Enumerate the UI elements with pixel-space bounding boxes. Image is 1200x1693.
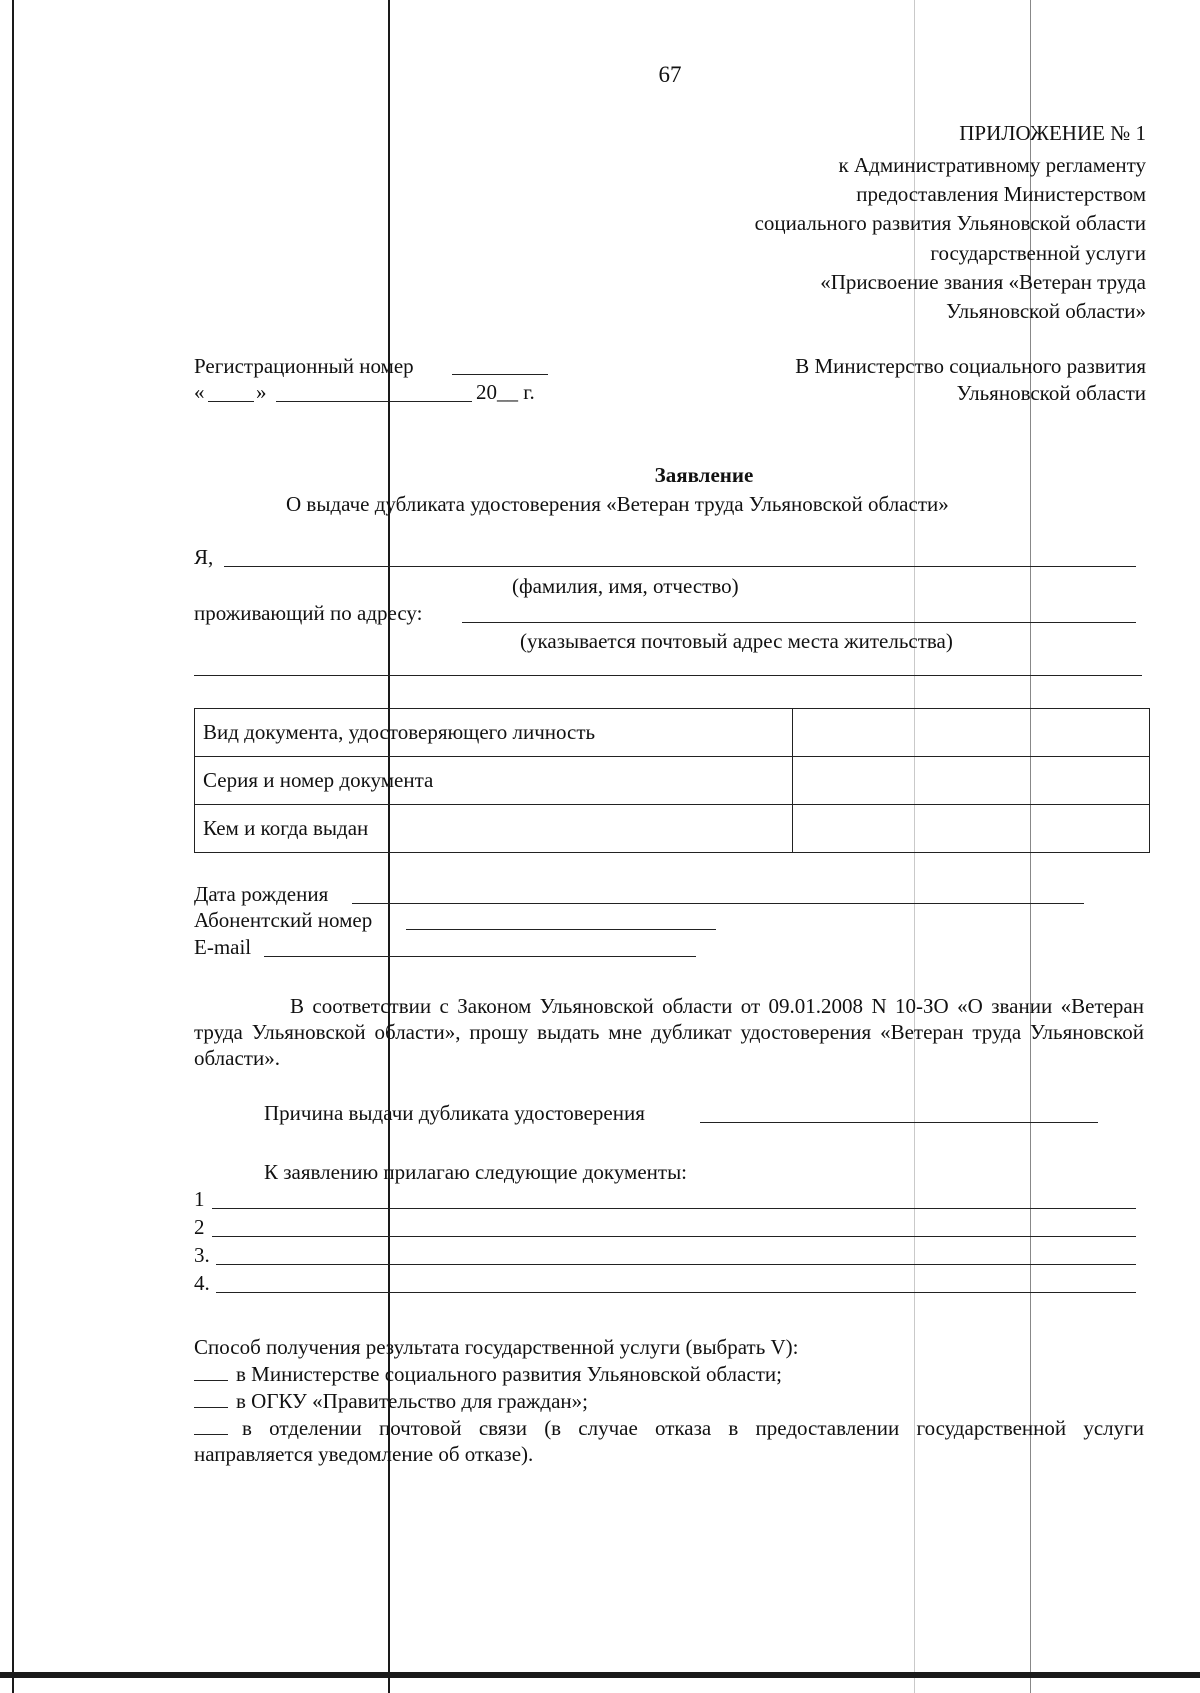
applicant-address-hint: (указывается почтовый адрес места жительства)	[520, 629, 953, 653]
applicant-address-label: проживающий по адресу:	[194, 601, 423, 625]
delivery-option-label: в Министерстве социального развития Ульяновской области;	[236, 1362, 782, 1386]
statement-subtitle: О выдаче дубликата удостоверения «Ветеран труда Ульяновской области»	[286, 492, 949, 516]
table-row	[195, 709, 1150, 757]
table-cell-label: Серия и номер документа	[195, 757, 793, 805]
appendix-line: предоставления Министерством	[856, 182, 1146, 206]
table-row	[195, 757, 1150, 805]
identity-document-table	[194, 708, 1150, 853]
appendix-line: к Административному регламенту	[838, 153, 1146, 177]
applicant-address-field-2[interactable]	[194, 675, 1142, 676]
scan-left-edge	[12, 0, 14, 1693]
applicant-name-hint: (фамилия, имя, отчество)	[512, 574, 739, 598]
addressee-line1: В Министерство социального развития	[795, 354, 1146, 378]
statement-title: Заявление	[654, 463, 754, 487]
registration-number-label: Регистрационный номер	[194, 354, 414, 378]
phone-label: Абонентский номер	[194, 908, 373, 932]
table-row	[195, 805, 1150, 853]
registration-date-open: «	[194, 380, 205, 404]
delivery-title: Способ получения результата государственной услуги (выбрать V):	[194, 1335, 799, 1359]
attachment-number: 2	[194, 1215, 205, 1239]
attachment-field[interactable]	[212, 1236, 1136, 1237]
table-cell-value[interactable]	[793, 709, 1150, 757]
attachment-field[interactable]	[216, 1264, 1136, 1265]
attachments-label: К заявлению прилагаю следующие документы:	[264, 1160, 688, 1184]
appendix-title: ПРИЛОЖЕНИЕ № 1	[959, 121, 1146, 145]
delivery-option[interactable]	[194, 1388, 588, 1414]
delivery-option[interactable]	[194, 1415, 1144, 1467]
body-paragraph: В соответствии с Законом Ульяновской области от 09.01.2008 N 10-ЗО «О звании «Ветеран труда Ульяновской области», прошу выдать мне дубликат удостоверения «Ветеран труда Ульяновской области».	[194, 994, 1144, 1070]
addressee-line2: Ульяновской области	[956, 381, 1146, 405]
appendix-line: социального развития Ульяновской области	[754, 211, 1146, 235]
registration-day-blank	[208, 401, 254, 402]
checkbox-blank[interactable]	[194, 1416, 228, 1435]
applicant-i-label: Я,	[194, 545, 214, 569]
checkbox-blank[interactable]	[194, 1362, 228, 1381]
attachment-field[interactable]	[212, 1208, 1136, 1209]
attachment-number: 4.	[194, 1271, 210, 1295]
registration-date-close: »	[256, 380, 267, 404]
registration-month-blank	[276, 401, 472, 402]
birth-date-label: Дата рождения	[194, 882, 329, 906]
scan-bottom-bar	[0, 1672, 1200, 1678]
appendix-line: Ульяновской области»	[946, 299, 1146, 323]
applicant-name-field[interactable]	[224, 566, 1136, 567]
phone-field[interactable]	[406, 929, 716, 930]
birth-date-field[interactable]	[352, 903, 1084, 904]
registration-year: 20__ г.	[476, 380, 535, 404]
email-label: E-mail	[194, 935, 252, 959]
delivery-option[interactable]	[194, 1361, 782, 1387]
reason-field[interactable]	[700, 1122, 1098, 1123]
checkbox-blank[interactable]	[194, 1389, 228, 1408]
table-cell-label: Вид документа, удостоверяющего личность	[195, 709, 793, 757]
registration-number-blank	[452, 374, 548, 375]
table-cell-label: Кем и когда выдан	[195, 805, 793, 853]
attachment-number: 1	[194, 1187, 205, 1211]
table-cell-value[interactable]	[793, 805, 1150, 853]
delivery-option-label: в отделении почтовой связи (в случае отказа в предоставлении государственной услуги направляется уведомление об отказе).	[194, 1416, 1144, 1466]
page-number: 67	[658, 62, 682, 87]
appendix-line: государственной услуги	[930, 241, 1146, 265]
reason-label: Причина выдачи дубликата удостоверения	[264, 1101, 645, 1125]
attachment-number: 3.	[194, 1243, 210, 1267]
table-cell-value[interactable]	[793, 757, 1150, 805]
email-field[interactable]	[264, 956, 696, 957]
appendix-line: «Присвоение звания «Ветеран труда	[820, 270, 1146, 294]
attachment-field[interactable]	[216, 1292, 1136, 1293]
delivery-option-label: в ОГКУ «Правительство для граждан»;	[236, 1389, 588, 1413]
applicant-address-field[interactable]	[462, 622, 1136, 623]
